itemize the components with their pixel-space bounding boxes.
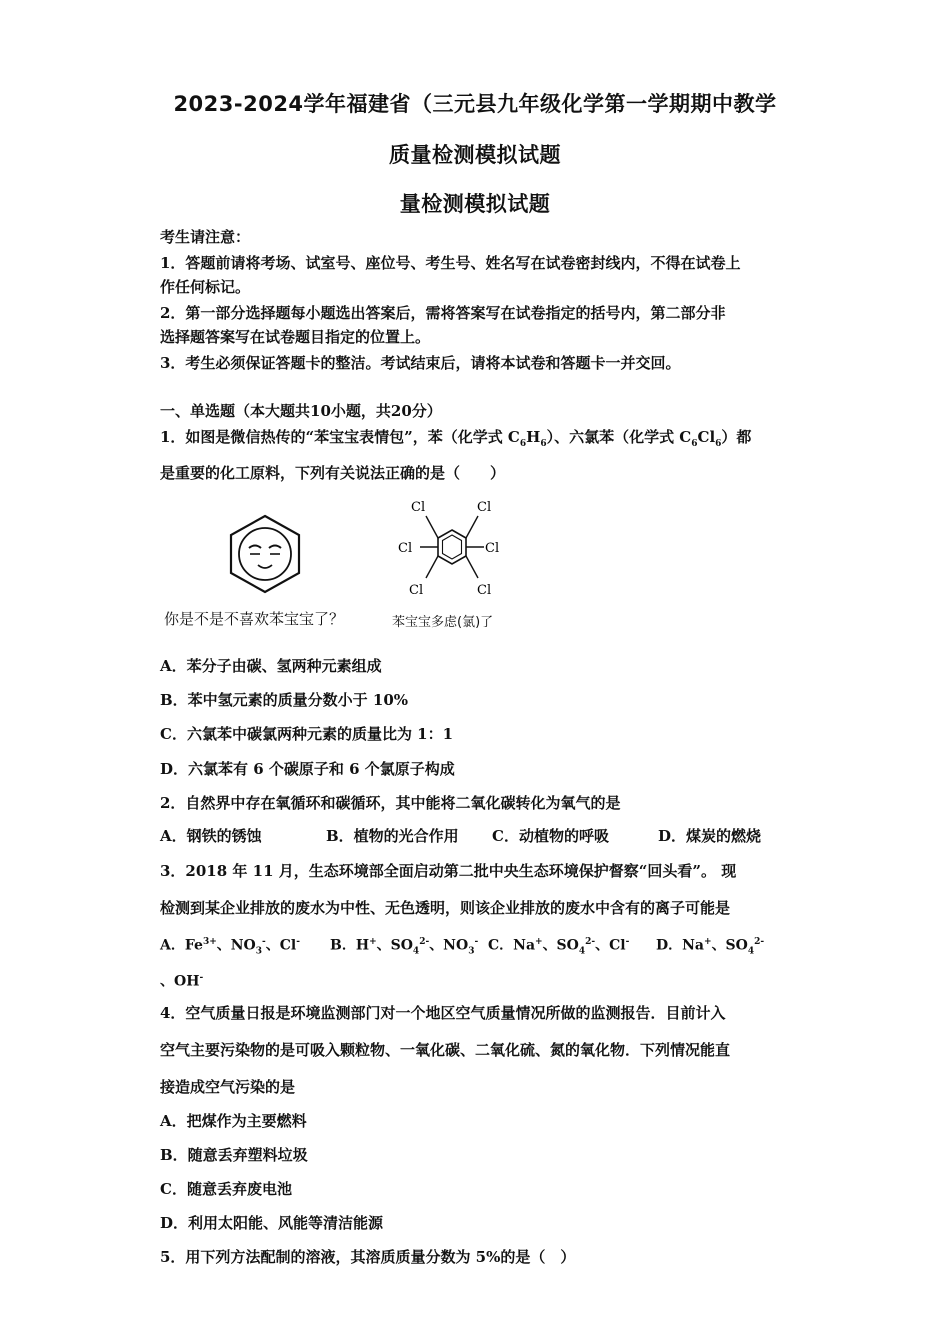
q5-stem: 5．用下列方法配制的溶液，其溶质质量分数为 5%的是（ ） bbox=[160, 1248, 576, 1266]
q4-stem-a: 4．空气质量日报是环境监测部门对一个地区空气质量情况所做的监测报告．目前计入 bbox=[160, 1004, 726, 1022]
benzene-face-figure bbox=[225, 512, 305, 596]
notice-item2-a: 2．第一部分选择题每小题选出答案后，需将答案写在试卷指定的括号内，第二部分非 bbox=[160, 304, 726, 322]
q4-option-b: B．随意丢弃塑料垃圾 bbox=[160, 1146, 308, 1164]
cl-label: Cl bbox=[398, 541, 413, 556]
cl-label: Cl bbox=[485, 541, 500, 556]
q4-option-a: A．把煤作为主要燃料 bbox=[160, 1112, 307, 1130]
q3-option-d: D．Na+、$SO_4^{2-}$ bbox=[656, 937, 765, 957]
q4-stem-c: 接造成空气污染的是 bbox=[160, 1078, 296, 1096]
exam-title-line3: 量检测模拟试题 bbox=[399, 192, 551, 216]
notice-item2-b: 选择题答案写在试卷题目指定的位置上。 bbox=[160, 328, 431, 346]
q2-options bbox=[160, 826, 800, 846]
q3-options bbox=[160, 932, 800, 961]
cl-label: Cl bbox=[409, 583, 424, 598]
q1-stem-a: 1．如图是微信热传的“苯宝宝表情包”，苯（化学式 $C_6H_6$）、六氯苯（化学式 $C_6Cl_6$）都 bbox=[160, 428, 752, 449]
q3-option-c: C．Na+、$SO_4^{2-}$、Cl- bbox=[488, 937, 630, 957]
q4-option-c: C．随意丢弃废电池 bbox=[160, 1180, 292, 1198]
q1-option-b: B．苯中氢元素的质量分数小于 10% bbox=[160, 691, 409, 709]
q3-option-a: A．$Fe^{3+}$、$NO_3^-$、Cl- bbox=[160, 937, 300, 957]
exam-title-line2: 质量检测模拟试题 bbox=[389, 143, 561, 167]
q3-stem-a: 3．2018 年 11 月，生态环境部全面启动第二批中央生态环境保护督察“回头看”。 现 bbox=[160, 862, 737, 880]
q1-option-a: A．苯分子由碳、氢两种元素组成 bbox=[160, 657, 382, 675]
q2-option-d: D．煤炭的燃烧 bbox=[658, 827, 762, 845]
q1-option-c: C．六氯苯中碳氯两种元素的质量比为 1：1 bbox=[160, 725, 454, 743]
notice-item3: 3．考生必须保证答题卡的整洁。考试结束后，请将本试卷和答题卡一并交回。 bbox=[160, 354, 681, 372]
section-heading: 一、单选题（本大题共10小题，共20分） bbox=[160, 402, 442, 420]
q4-option-d: D．利用太阳能、风能等清洁能源 bbox=[160, 1214, 384, 1232]
cl-label: Cl bbox=[477, 500, 492, 515]
cl-label: Cl bbox=[477, 583, 492, 598]
figure-caption-left: 你是不是不喜欢苯宝宝了？ bbox=[164, 610, 345, 628]
q3-option-d-cont: 、OH- bbox=[160, 973, 204, 990]
q4-stem-b: 空气主要污染物的是可吸入颗粒物、一氧化碳、二氧化硫、氮的氧化物．下列情况能直 bbox=[160, 1041, 731, 1059]
q3-stem-b: 检测到某企业排放的废水为中性、无色透明，则该企业排放的废水中含有的离子可能是 bbox=[160, 899, 731, 917]
figure-caption-right: 苯宝宝多虑(氯)了 bbox=[392, 615, 494, 630]
q2-option-c: C．动植物的呼吸 bbox=[492, 827, 609, 845]
notice-heading: 考生请注意： bbox=[160, 228, 251, 246]
q3-option-b: B．H+、$SO_4^{2-}$、$NO_3^-$ bbox=[330, 937, 479, 957]
notice-item1-a: 1．答题前请将考场、试室号、座位号、考生号、姓名写在试卷密封线内，不得在试卷上 bbox=[160, 254, 741, 272]
q2-option-a: A．钢铁的锈蚀 bbox=[160, 827, 262, 845]
notice-item1-b: 作任何标记。 bbox=[160, 278, 251, 296]
q2-option-b: B．植物的光合作用 bbox=[326, 827, 459, 845]
q2-stem: 2．自然界中存在氧循环和碳循环，其中能将二氧化碳转化为氧气的是 bbox=[160, 794, 621, 812]
q1-option-d: D．六氯苯有 6 个碳原子和 6 个氯原子构成 bbox=[160, 760, 455, 778]
cl-label: Cl bbox=[411, 500, 426, 515]
hexachlorobenzene-structure bbox=[392, 496, 512, 604]
exam-title-line1: 2023-2024学年福建省（三元县九年级化学第一学期期中教学 bbox=[173, 92, 777, 116]
q1-stem-b: 是重要的化工原料，下列有关说法正确的是（ ） bbox=[160, 464, 506, 482]
